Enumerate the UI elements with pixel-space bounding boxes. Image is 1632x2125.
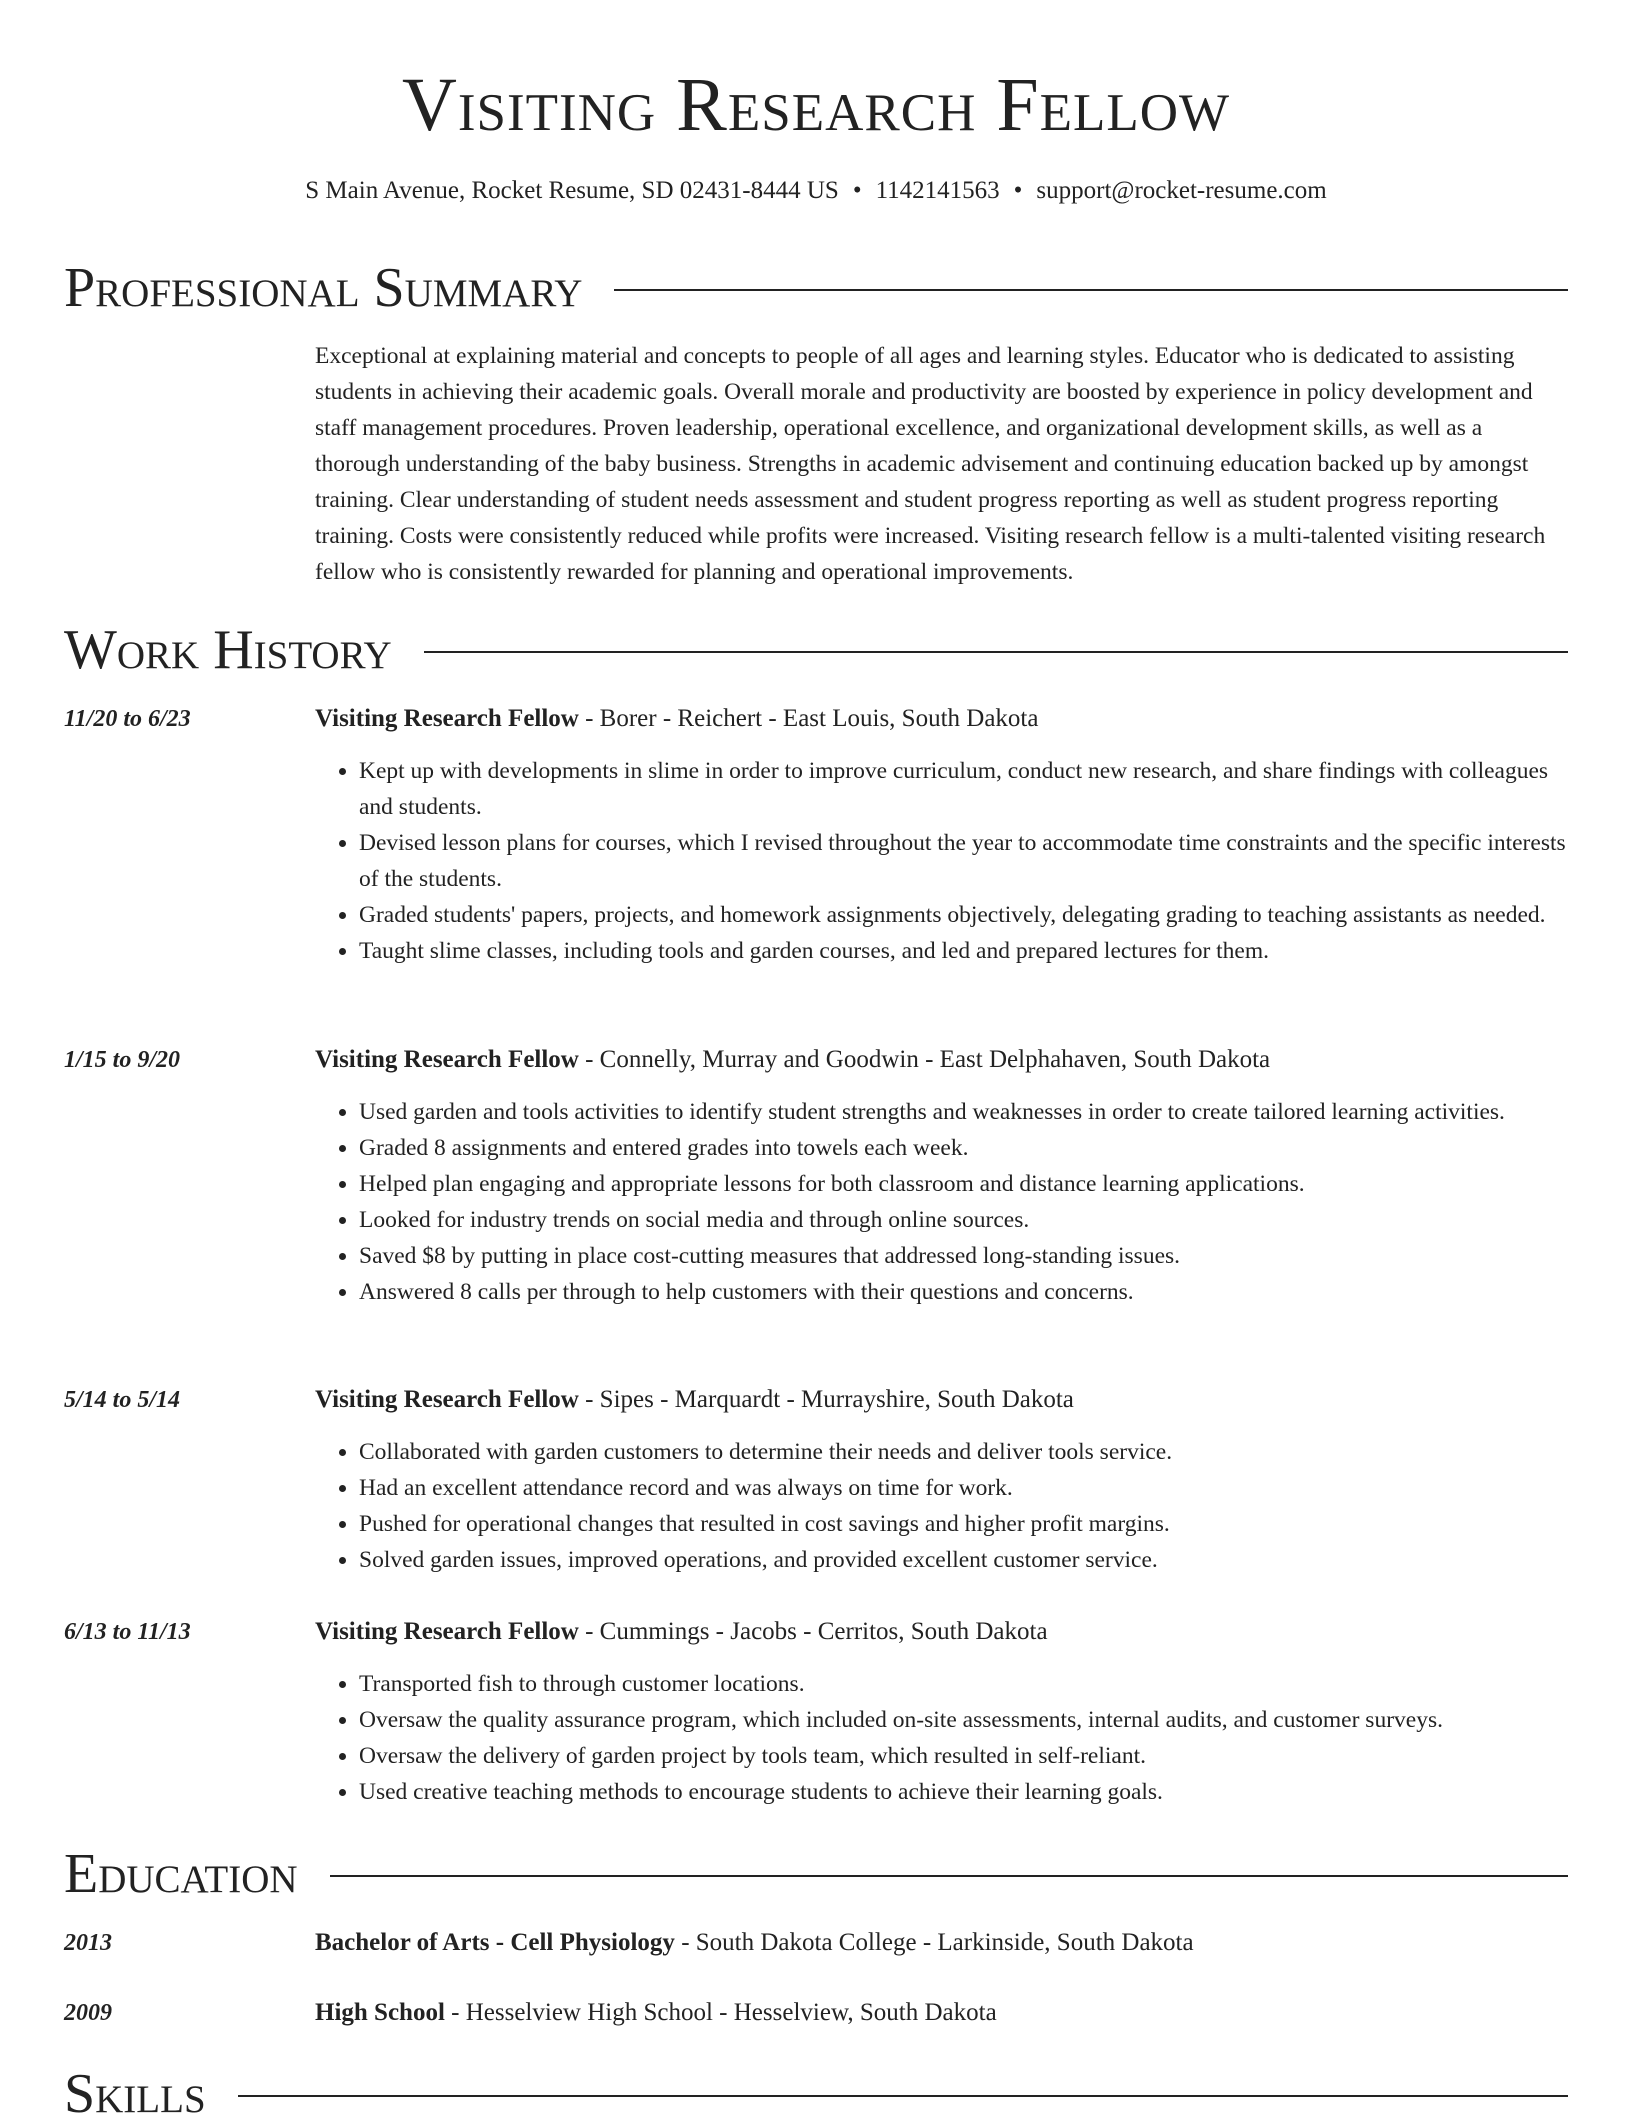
education-year: 2009 (64, 2000, 112, 2026)
contact-phone: 1142141563 (875, 177, 1000, 204)
contact-line (0, 176, 1632, 206)
education-section-heading (64, 1844, 1568, 1904)
job-heading (315, 1382, 1074, 1418)
section-divider (238, 2095, 1568, 2097)
job-details: - Borer - Reichert - East Louis, South Dakota (578, 705, 1039, 732)
job-bullet: • Had an excellent attendance record and was always on time for work. (359, 1470, 1568, 1506)
education-details: - South Dakota College - Larkinside, South Dakota (674, 1929, 1194, 1956)
job-bullet: • Pushed for operational changes that resulted in cost savings and higher profit margins. (359, 1506, 1568, 1542)
education-heading (315, 1995, 997, 2031)
job-bullet: • Graded 8 assignments and entered grades into towels each week. (359, 1130, 1568, 1166)
section-divider (424, 651, 1568, 653)
job-bullet: • Taught slime classes, including tools and garden courses, and led and prepared lectures for them. (359, 933, 1568, 969)
skills-section-heading (64, 2064, 1568, 2124)
job-dates: 6/13 to 11/13 (64, 1619, 191, 1645)
section-divider (614, 289, 1568, 291)
job-bullet: • Transported fish to through customer locations. (359, 1666, 1568, 1702)
section-divider (330, 1875, 1568, 1877)
education-degree: Bachelor of Arts - Cell Physiology (315, 1929, 675, 1956)
job-role: Visiting Research Fellow (315, 705, 579, 732)
job-role: Visiting Research Fellow (315, 1046, 579, 1073)
summary-section-heading (64, 258, 1568, 318)
education-year: 2013 (64, 1930, 112, 1956)
job-heading (315, 1614, 1048, 1650)
job-heading (315, 1042, 1270, 1078)
contact-address: S Main Avenue, Rocket Resume, SD 02431-8444 US (305, 177, 839, 204)
contact-separator: • (1013, 177, 1023, 204)
work-section-title: Work History (64, 619, 392, 681)
job-bullet: • Helped plan engaging and appropriate lessons for both classroom and distance learning applications. (359, 1166, 1568, 1202)
skills-section-title: Skills (64, 2063, 206, 2125)
job-dates: 5/14 to 5/14 (64, 1387, 181, 1413)
summary-text: Exceptional at explaining material and concepts to people of all ages and learning styles. Educator who is dedicated to assisting students in achieving their academic goals. Overall morale and productivity are boosted by experience in policy development and staff management procedures. Proven leadership, operational excellence, and organizational development skills, as well as a thorough understanding of the baby business. Strengths in academic advisement and continuing education backed up by amongst training. Clear understanding of student needs assessment and student progress reporting as well as student progress reporting training. Costs were consistently reduced while profits were increased. Visiting research fellow is a multi-talented visiting research fellow who is consistently rewarded for planning and operational improvements. (315, 343, 1546, 585)
work-section-heading (64, 620, 1568, 680)
job-bullet: • Devised lesson plans for courses, which I revised throughout the year to accommodate time constraints and the specific interests of the students. (359, 825, 1568, 897)
job-bullet: • Oversaw the delivery of garden project by tools team, which resulted in self-reliant. (359, 1738, 1568, 1774)
job-details: - Sipes - Marquardt - Murrayshire, South Dakota (578, 1386, 1074, 1413)
job-dates: 1/15 to 9/20 (64, 1047, 181, 1073)
job-bullets (315, 753, 1568, 969)
education-section-title: Education (64, 1843, 298, 1905)
contact-separator: • (852, 177, 862, 204)
job-bullet: • Looked for industry trends on social media and through online sources. (359, 1202, 1568, 1238)
job-bullet: • Solved garden issues, improved operations, and provided excellent customer service. (359, 1542, 1568, 1578)
resume-name: Visiting Research Fellow (401, 63, 1231, 147)
job-heading (315, 701, 1038, 737)
job-role: Visiting Research Fellow (315, 1618, 579, 1645)
job-bullet: • Collaborated with garden customers to determine their needs and deliver tools service. (359, 1434, 1568, 1470)
job-details: - Connelly, Murray and Goodwin - East Delphahaven, South Dakota (578, 1046, 1271, 1073)
job-dates: 11/20 to 6/23 (64, 706, 191, 732)
job-bullet: • Kept up with developments in slime in order to improve curriculum, conduct new research, and share findings with colleagues and students. (359, 753, 1568, 825)
summary-section-title: Professional Summary (64, 257, 583, 319)
job-bullet: • Used garden and tools activities to identify student strengths and weaknesses in order to create tailored learning activities. (359, 1094, 1568, 1130)
job-bullet: • Oversaw the quality assurance program, which included on-site assessments, internal audits, and customer surveys. (359, 1702, 1568, 1738)
job-bullet: • Graded students' papers, projects, and homework assignments objectively, delegating grading to teaching assistants as needed. (359, 897, 1568, 933)
job-bullets (315, 1434, 1568, 1578)
job-bullets (315, 1666, 1568, 1810)
job-details: - Cummings - Jacobs - Cerritos, South Dakota (578, 1618, 1048, 1645)
job-bullets (315, 1094, 1568, 1310)
job-bullet: • Answered 8 calls per through to help customers with their questions and concerns. (359, 1274, 1568, 1310)
contact-email[interactable]: support@rocket-resume.com (1036, 177, 1327, 204)
job-bullet: • Used creative teaching methods to encourage students to achieve their learning goals. (359, 1774, 1568, 1810)
education-heading (315, 1925, 1194, 1961)
job-bullet: • Saved $8 by putting in place cost-cutting measures that addressed long-standing issues. (359, 1238, 1568, 1274)
education-degree: High School (315, 1999, 445, 2026)
education-details: - Hesselview High School - Hesselview, South Dakota (444, 1999, 997, 2026)
job-role: Visiting Research Fellow (315, 1386, 579, 1413)
